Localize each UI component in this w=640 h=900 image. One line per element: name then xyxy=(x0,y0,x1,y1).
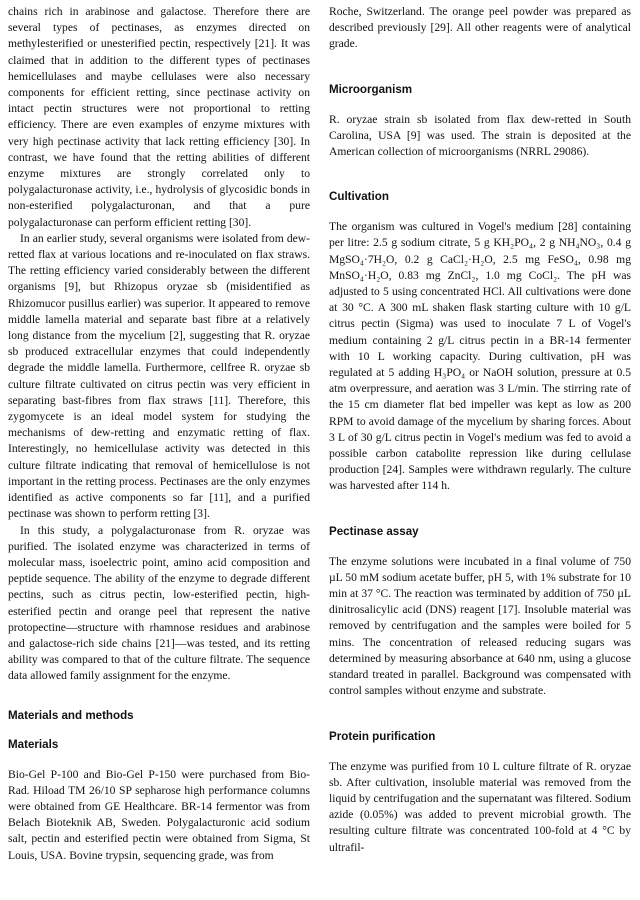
microorganism-paragraph: R. oryzae strain sb isolated from flax dew-retted in South Carolina, USA [9] was used. The strain is deposited at the American collection of microorganisms (NRRL 29086). xyxy=(329,112,631,159)
subheading-materials: Materials xyxy=(8,737,59,751)
protein-purification-paragraph: The enzyme was purified from 10 L culture filtrate of R. oryzae sb. After cultivation, insoluble material was removed from the liquid by centrifugation and the supernatant was filtered. Sodium azide (0.05%) was added to prevent microbial growth. The resulting culture filtrate was concentrated 100-fold at 4 °C by ultrafil- xyxy=(329,759,631,854)
subheading-protein-purification: Protein purification xyxy=(329,729,436,743)
intro-paragraph-2: In an earlier study, several organisms were isolated from dew-retted flax at various locations and re-inoculated on flax straws. The retting efficiency varied considerably between the different organisms [9], but Rhizopus oryzae sb (misidentified as Rhizomucor pusillus earlier) was superior. It appeared to remove middle lamella material and separate bast fibre at a relatively long distance from the mycelium [2], suggesting that R. oryzae sb produced extracellular enzymes that could independently degrade the middle lamella. Furthermore, cellfree R. oryzae sb culture filtrate cultivated on citrus pectin was very efficient in separating bast-fibres from flax straws [11]. Therefore, this zygomycete is an ideal model system for studying the mechanisms of dew-retting and enzymatic retting of flax. Interestingly, no hemicellulase activity was detected in this culture filtrate indicating that removal of hemicellulose is not important in the retting process. Pectinases are the only enzymes identified as active components so far [11], and a purified pectinase was shown to perform retting [3]. xyxy=(8,231,310,521)
left-column xyxy=(8,4,310,864)
section-heading-methods: Materials and methods xyxy=(8,708,134,722)
right-column xyxy=(329,4,631,856)
intro-paragraph-3: In this study, a polygalacturonase from R. oryzae was purified. The isolated enzyme was characterized in terms of molecular mass, isoelectric point, amino acid composition and peptide sequence. The ability of the enzyme to degrade different pectins, such as citrus pectin, low-esterified pectin, high-esterified pectin and orange peel that represent the native protopectine—structure with rhamnose residues and arabinose and galactose-rich side chains [21]—was tested, and its retting ability was compared to that of the culture filtrate. The sequence data allowed family assignment for the enzyme. xyxy=(8,523,310,683)
intro-paragraph-1: chains rich in arabinose and galactose. Therefore there are several types of pectinases, as enzymes directed on methylesterified or unesterified pectin, respectively [21]. It was claimed that in addition to the different types of pectinases hemicellulases and maybe cellulases were also necessary components for efficient retting, since pectinase activity on intact pectin structures were not proportional to retting efficiency. There are even examples of enzyme mixtures with very high pectinase activity that lack retting efficiency [30]. In contrast, we have found that the retting abilities of different enzyme mixtures are strongly correlated only to polygalacturonase activity, i.e., hydrolysis of glycosidic bonds in non-esterified polygalacturonan, and that a pure polygalacturonase can perform efficient retting [30]. xyxy=(8,5,310,229)
subheading-microorganism: Microorganism xyxy=(329,82,413,96)
materials-paragraph: Bio-Gel P-100 and Bio-Gel P-150 were purchased from Bio-Rad. Hiload TM 26/10 SP sepharose high performance columns were obtained from GE Healthcare. BR-14 fermentor was from Belach Bioteknik AB, Sweden. Polygalacturonic acid sodium salt, pectin and esterified pectin were obtained from Sigma, St Louis, USA. Bovine trypsin, sequencing grade, was from xyxy=(8,767,310,862)
cultivation-paragraph: The organism was cultured in Vogel's medium [28] containing per litre: 2.5 g sodium citrate, 5 g KH₂PO₄, 2 g NH₄NO₃, 0.4 g MgSO₄·7H₂O, 0.2 g CaCl₂·H₂O, 2.5 mg FeSO₄, 0.98 mg MnSO₄·H₂O, 0.83 mg ZnCl₂, 1.0 mg CoCl₂. The pH was adjusted to 5 using concentrated HCl. All cultivations were done at 30 °C. A 300 mL shaken flask starting culture with 10 g/L citrus pectin (Sigma) was used to inoculate 7 L of Vogel's medium containing 2 g/L citrus pectin in a BR-14 fermenter with 10 L working capacity. During cultivation, pH was regulated at 5 adding H₃PO₄ or NaOH solution, pressure at 0.5 atm overpressure, and aeration was 3 L/min. The stirring rate of the 15 cm diameter flat bed impeller was kept as low as 200 RPM to avoid damage of the mycelium by sharing forces. About 3 L of 30 g/L citrus pectin in Vogel's medium was fed to avoid a possible carbon catabolite repression like during cellulase production [24]. Samples were withdrawn regularly. The culture was harvested after 114 h. xyxy=(329,220,631,493)
subheading-cultivation: Cultivation xyxy=(329,190,389,204)
subheading-pectinase-assay: Pectinase assay xyxy=(329,524,419,538)
pectinase-assay-paragraph: The enzyme solutions were incubated in a final volume of 750 µL 50 mM sodium acetate buffer, pH 5, with 1% substrate for 10 min at 37 °C. The reaction was terminated by addition of 750 µL dinitrosalicylic acid (DNS) reagent [17]. Insoluble material was removed by centrifugation and the samples were boiled for 5 mins. The concentration of released reducing sugars was determined by measuring absorbance at 640 nm, using a glucose standard treated in parallel. Background was compensated with control samples without enzyme and substrate. xyxy=(329,554,631,698)
materials-continued-paragraph: Roche, Switzerland. The orange peel powder was prepared as described previously [29]. All other reagents were of analytical grade. xyxy=(329,5,631,51)
